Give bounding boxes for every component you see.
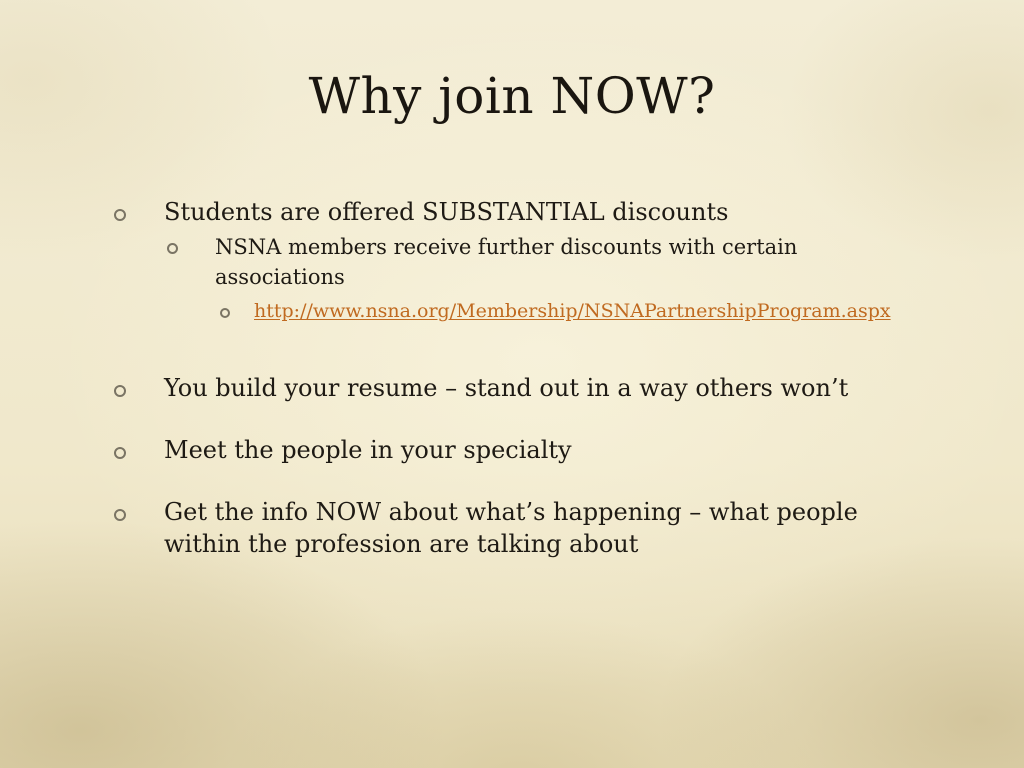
sub-sub-bullet-item-link xyxy=(112,296,912,326)
sub-bullet-item-nsna-members xyxy=(112,232,912,292)
hollow-circle-bullet-icon xyxy=(114,509,126,521)
bullet-text: Get the info NOW about what’s happening – what people within the profession are talking about xyxy=(164,498,858,558)
bullet-text: Students are offered SUBSTANTIAL discounts xyxy=(164,198,729,226)
slide-title: Why join NOW? xyxy=(308,67,716,125)
bullet-text: Meet the people in your specialty xyxy=(164,436,572,464)
bullet-list xyxy=(112,196,912,560)
bullet-item-get-info xyxy=(112,496,912,560)
sub-bullet-text: NSNA members receive further discounts with certain associations xyxy=(215,235,798,289)
nsna-partnership-link[interactable]: http://www.nsna.org/Membership/NSNAPartnershipProgram.aspx xyxy=(254,300,891,322)
hollow-circle-bullet-icon xyxy=(114,209,126,221)
bullet-item-meet-people xyxy=(112,434,912,466)
hollow-circle-bullet-icon xyxy=(114,447,126,459)
hollow-circle-bullet-icon xyxy=(114,385,126,397)
hollow-circle-bullet-icon xyxy=(220,308,230,318)
bullet-item-discounts xyxy=(112,196,912,228)
bullet-text: You build your resume – stand out in a way others won’t xyxy=(164,374,849,402)
bullet-item-resume xyxy=(112,372,912,404)
hollow-circle-bullet-icon xyxy=(167,243,178,254)
